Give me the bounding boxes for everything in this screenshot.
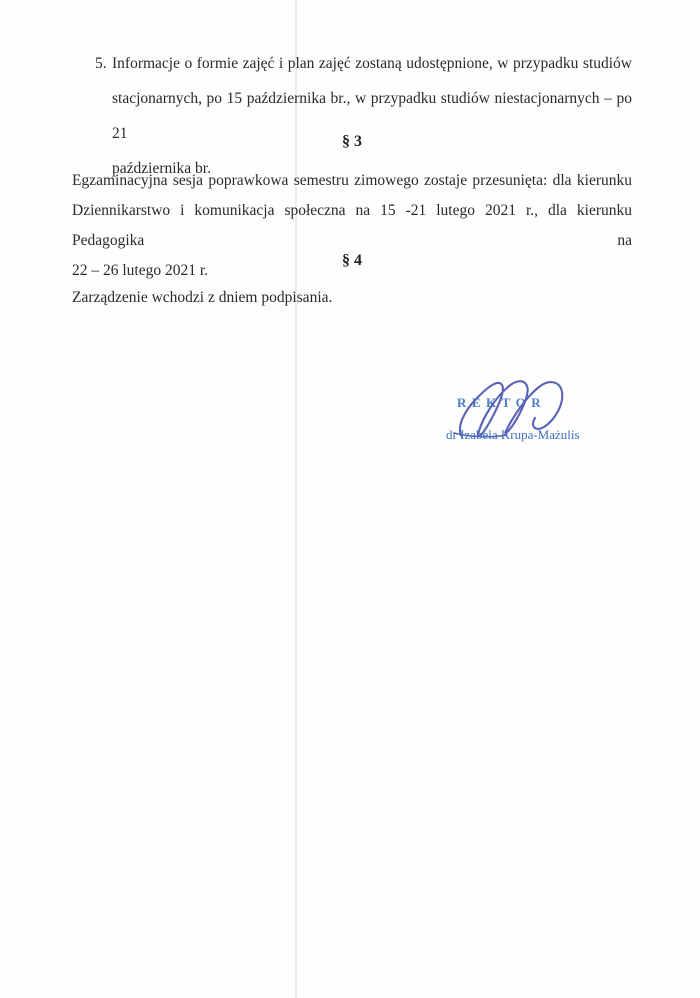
list-item-line: października br. xyxy=(112,160,211,177)
closing-statement: Zarządzenie wchodzi z dniem podpisania. xyxy=(72,289,333,306)
paragraph-line: 22 – 26 lutego 2021 r. xyxy=(72,262,209,279)
list-item-5 xyxy=(112,46,632,186)
list-item-line: Informacje o formie zajęć i plan zajęć zostaną udostępnione, w przypadku studiów xyxy=(112,55,632,72)
section-3-heading: § 3 xyxy=(342,133,362,150)
paragraph-line: Egzaminacyjna sesja poprawkowa semestru zimowego zostaje przesunięta: dla kierunku xyxy=(72,172,632,189)
list-item-number: 5. xyxy=(95,55,107,72)
rektor-title: REKTOR xyxy=(457,395,547,410)
signature-block xyxy=(440,375,660,465)
list-item-line: stacjonarnych, po 15 października br., w przypadku studiów niestacjonarnych – po 21 xyxy=(112,90,632,142)
paragraph-line: Dziennikarstwo i komunikacja społeczna na 15 -21 lutego 2021 r., dla kierunku Pedagogika na xyxy=(72,202,632,249)
signatory-name: dr Izabela Krupa-Mażulis xyxy=(446,427,580,442)
section-4-heading: § 4 xyxy=(342,252,362,269)
